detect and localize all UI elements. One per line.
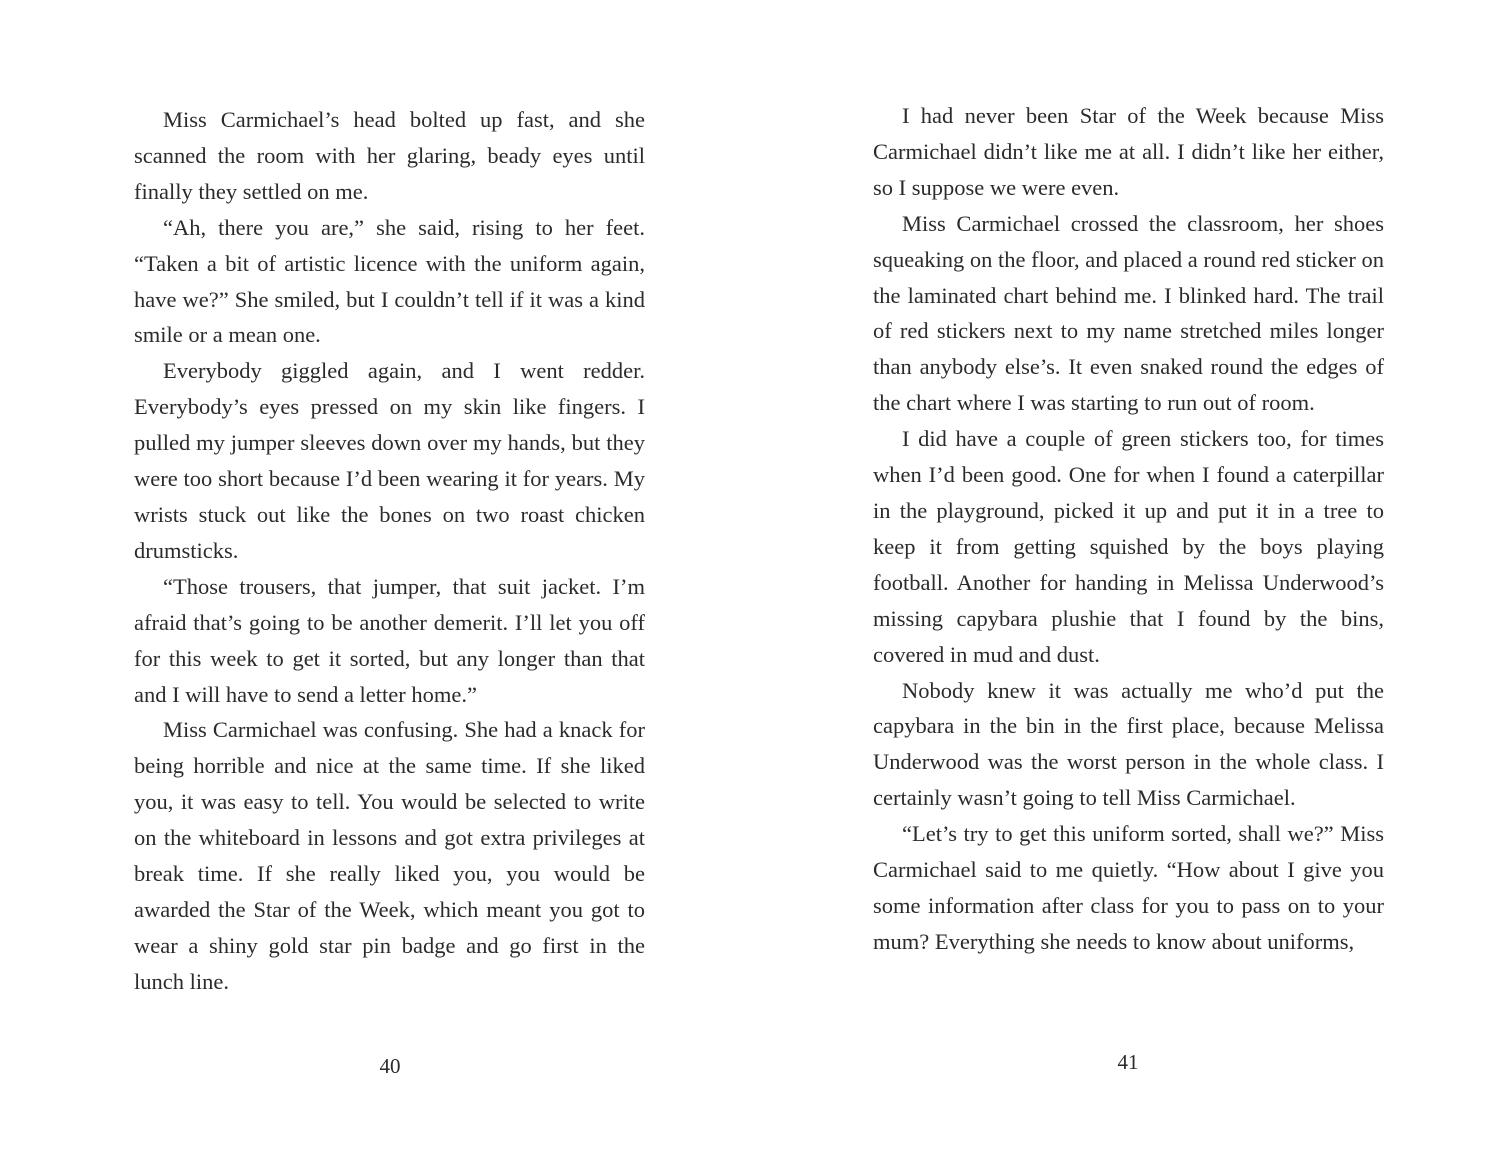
paragraph: Miss Carmichael crossed the classroom, her shoes squeaking on the floor, and placed a round red sticker on the laminated chart behind me. I blinked hard. The trail of red stickers next to my name stretched miles longer than anybody else’s. It even snaked round the edges of the chart where I was starting to run out of room. [873,210,1384,416]
right-page-text [873,98,1384,960]
right-page [750,0,1500,1151]
paragraph: “Let’s try to get this uniform sorted, shall we?” Miss Carmichael said to me quietly. “How about I give you some information after class for you to pass on to your mum? Everything she needs to know about uniforms, [873,821,1384,954]
paragraph: Miss Carmichael’s head bolted up fast, and she scanned the room with her glaring, beady eyes until finally they settled on me. [134,107,645,204]
paragraph: “Ah, there you are,” she said, rising to her feet. “Taken a bit of artistic licence with the uniform again, have we?” She smiled, but I couldn’t tell if it was a kind smile or a mean one. [134,214,645,348]
paragraph: Everybody giggled again, and I went redder. Everybody’s eyes pressed on my skin like fingers. I pulled my jumper sleeves down over my hands, but they were too short because I’d been wearing it for years. My wrists stuck out like the bones on two roast chicken drumsticks. [134,358,645,563]
paragraph: I did have a couple of green stickers too, for times when I’d been good. One for when I found a caterpillar in the playground, picked it up and put it in a tree to keep it from getting squished by the boys playing football. Another for handing in Melissa Underwood’s missing capybara plushie that I found by the bins, covered in mud and dust. [873,426,1384,667]
page-number: 41 [1117,1050,1139,1074]
page-number: 40 [379,1054,401,1078]
paragraph: I had never been Star of the Week because Miss Carmichael didn’t like me at all. I didn’t like her either, so I suppose we were even. [873,103,1384,200]
paragraph: Nobody knew it was actually me who’d put the capybara in the bin in the first place, because Melissa Underwood was the worst person in the whole class. I certainly wasn’t going to tell Miss Carmichael. [873,677,1384,811]
paragraph: Miss Carmichael was confusing. She had a knack for being horrible and nice at the same time. If she liked you, it was easy to tell. You would be selected to write on the whiteboard in lessons and got extra privileges at break time. If she really liked you, you would be awarded the Star of the Week, which meant you got to wear a shiny gold star pin badge and go first in the lunch line. [134,717,645,994]
paragraph: “Those trousers, that jumper, that suit jacket. I’m afraid that’s going to be another demerit. I’ll let you off for this week to get it sorted, but any longer than that and I will have to send a letter home.” [134,573,645,707]
left-page-text [134,102,645,1000]
